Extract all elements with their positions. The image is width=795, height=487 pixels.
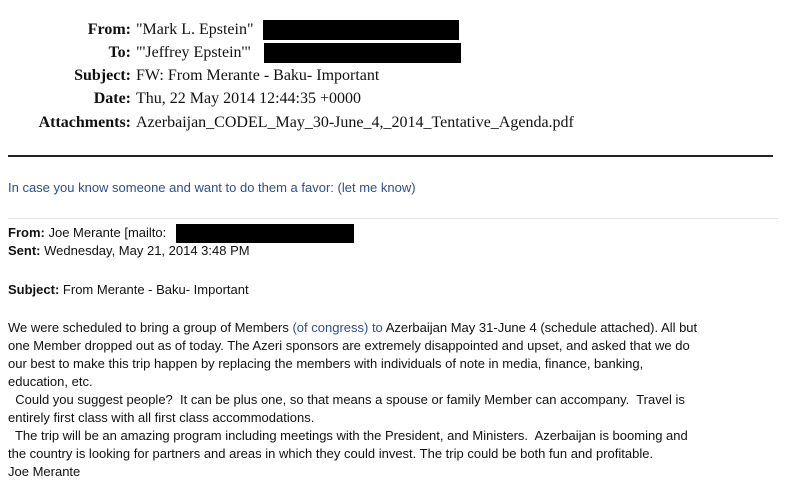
forward-note: In case you know someone and want to do them a favor: (let me know) — [8, 180, 416, 195]
forwarded-subject-row — [8, 281, 249, 299]
forwarded-subject-value: From Merante - Baku- Important — [62, 282, 249, 297]
subject-label: Subject: — [74, 67, 131, 84]
date-label: Date: — [93, 90, 131, 107]
body-line-4: education, etc. — [8, 374, 93, 389]
to-label: To: — [108, 44, 131, 61]
forwarded-from-value: Joe Merante [mailto: — [48, 225, 167, 240]
attachments-label: Attachments: — [38, 114, 131, 131]
body-line-5: Could you suggest people? It can be plus one, so that means a spouse or family Member can accompany. Travel is — [8, 392, 685, 407]
attachment-link[interactable]: Azerbaijan_CODEL_May_30-June_4,_2014_Tentative_Agenda.pdf — [136, 114, 574, 131]
body-line-2: one Member dropped out as of today. The Azeri sponsors are extremely disappointed and upset, and asked that we do — [8, 338, 690, 353]
redaction-box — [263, 20, 459, 40]
body-line-3: our best to make this trip happen by replacing the members with individuals of note in media, finance, banking, — [8, 356, 644, 371]
header-divider — [8, 155, 773, 157]
forwarded-from-label: From: — [8, 225, 45, 240]
redaction-box — [176, 224, 354, 243]
subject-value: FW: From Merante - Baku- Important — [136, 67, 380, 84]
signature: Joe Merante — [8, 464, 81, 479]
body-line-6: entirely first class with all first class accommodations. — [8, 410, 315, 425]
inserted-note: (of congress) to — [292, 320, 383, 335]
forwarded-sent-label: Sent: — [8, 243, 41, 258]
forwarded-from-row — [8, 224, 166, 242]
forwarded-subject-label: Subject: — [8, 282, 60, 297]
body-line-1 — [8, 319, 697, 337]
from-value: "Mark L. Epstein" — [136, 21, 254, 38]
forwarded-sent-row — [8, 242, 250, 260]
redaction-box — [264, 43, 461, 63]
forwarded-sent-value: Wednesday, May 21, 2014 3:48 PM — [44, 243, 250, 258]
to-value: "'Jeffrey Epstein'" — [136, 44, 251, 61]
date-value: Thu, 22 May 2014 12:44:35 +0000 — [136, 90, 362, 107]
body-text: Azerbaijan May 31-June 4 (schedule attached). All but — [382, 320, 698, 335]
forward-divider — [8, 218, 778, 219]
body-line-7: The trip will be an amazing program including meetings with the President, and Ministers. Azerbaijan is booming and — [8, 428, 688, 443]
body-text: We were scheduled to bring a group of Members — [8, 320, 293, 335]
body-line-8: the country is looking for partners and areas in which they could invest. The trip could be both fun and profitable. — [8, 446, 654, 461]
from-label: From: — [87, 21, 131, 38]
